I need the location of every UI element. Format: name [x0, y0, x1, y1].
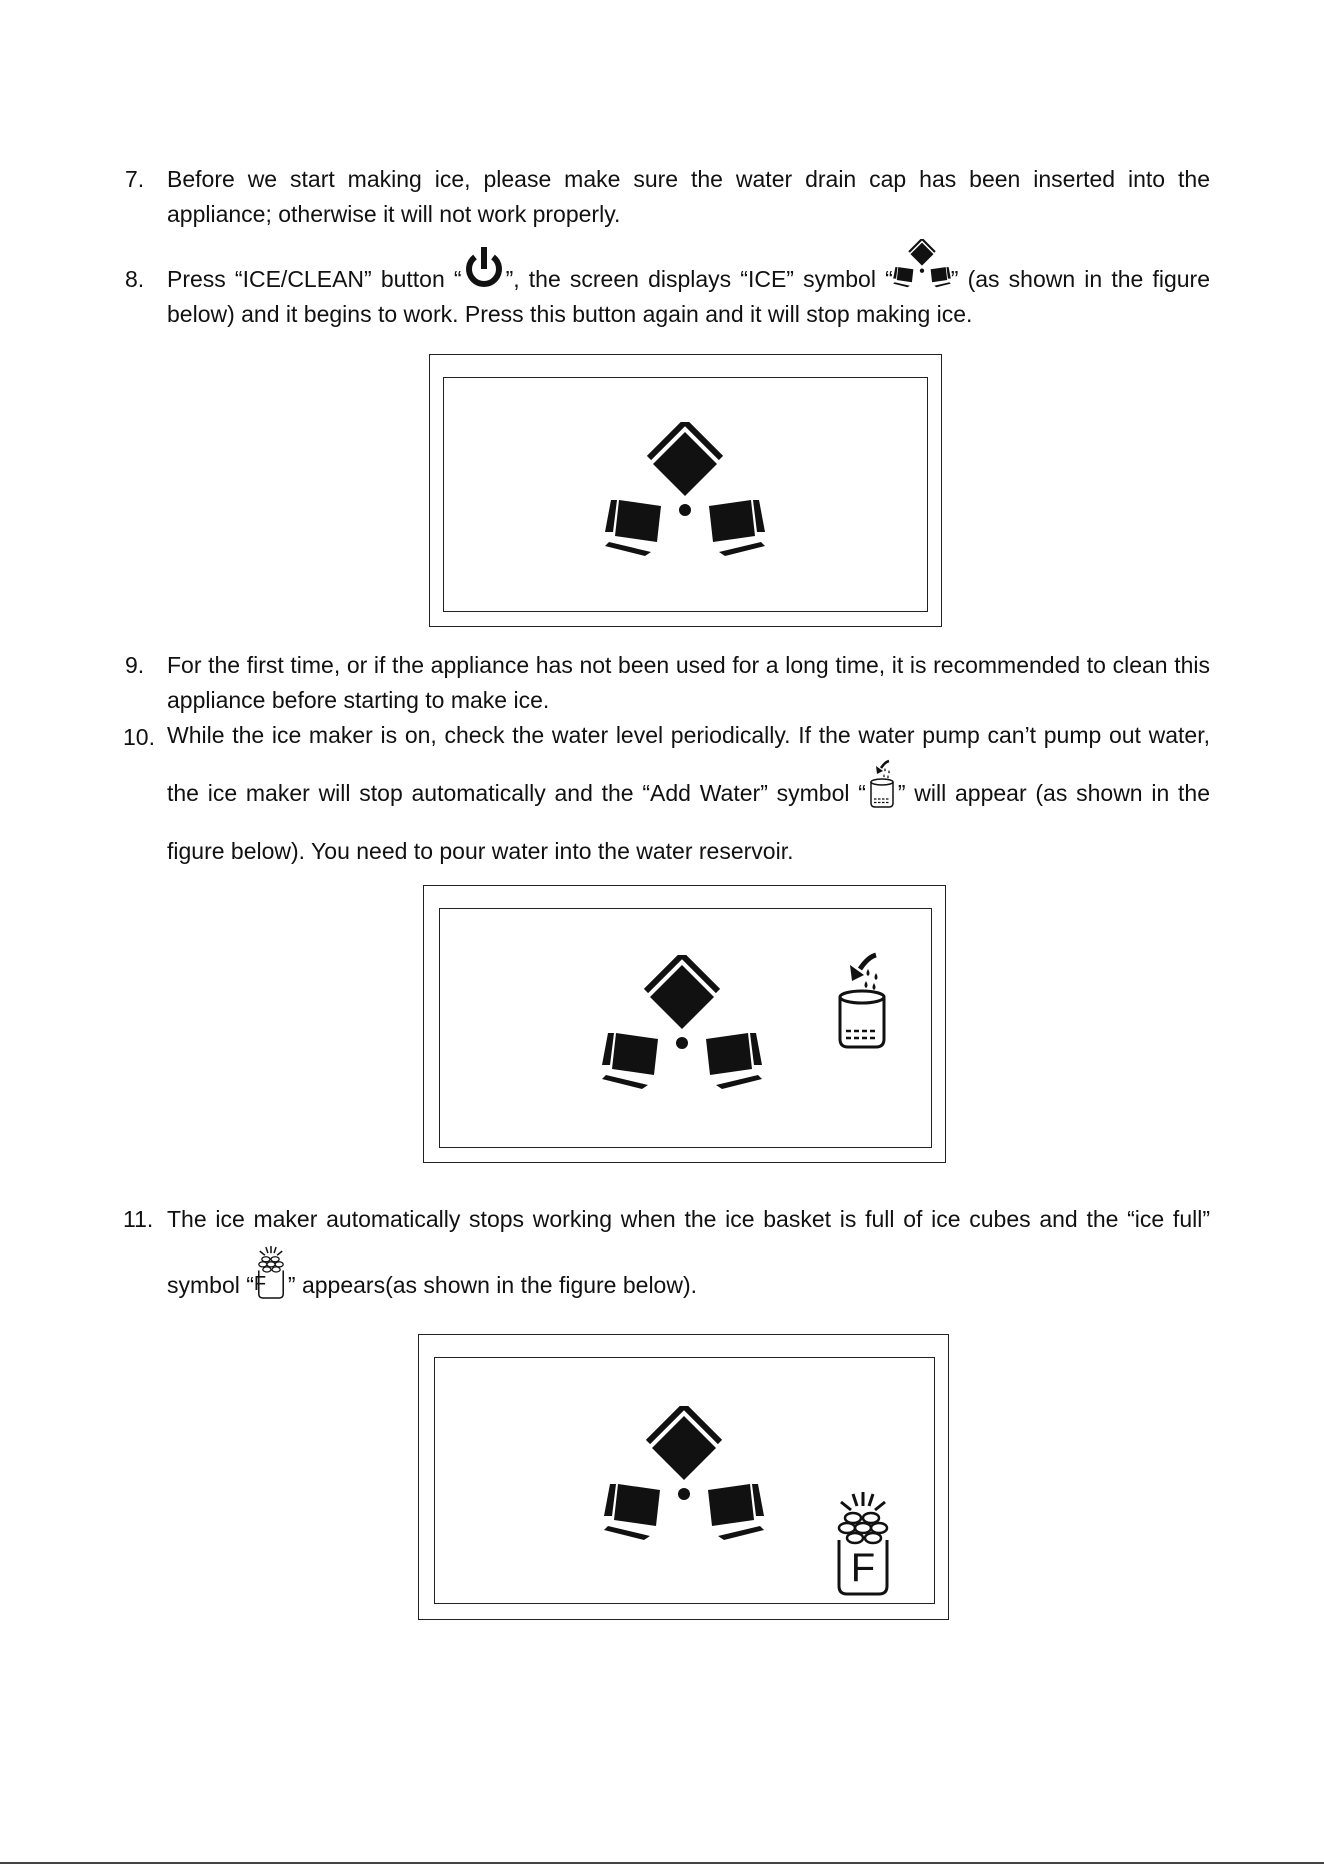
step-number: 11. [123, 1206, 154, 1232]
footer-rule [0, 1862, 1324, 1864]
ice-icon [893, 239, 951, 293]
add-water-icon [866, 759, 898, 809]
power-icon [462, 245, 506, 291]
step-text: While the ice maker is on, check the water level periodically. If the water pump can’t pump out water, the ice maker will stop automatically and the “Add Water” symbol “ ” will appear (as shown in the figure below). You need to pour water into the water reservoir. [167, 722, 1210, 864]
step-number: 9. [125, 652, 145, 678]
display-figure-add-water [423, 885, 946, 1163]
ice-full-letter: F [850, 1546, 876, 1590]
step-number: 8. [125, 266, 145, 292]
ice-full-icon [833, 1488, 893, 1598]
ice-icon [604, 1406, 764, 1556]
step-text: The ice maker automatically stops working when the ice basket is full of ice cubes and the “ice full” symbol “ F ” appears(as shown in the figure below). [167, 1206, 1210, 1298]
step-text: Before we start making ice, please make sure the water drain cap has been inserted into the appliance; otherwise it will not work properly. [167, 166, 1210, 227]
display-figure-ice-full [418, 1334, 949, 1620]
step-number: 7. [125, 166, 145, 192]
display-screen [443, 377, 928, 612]
ice-icon [602, 955, 762, 1105]
add-water-icon [832, 951, 892, 1051]
step-text: For the first time, or if the appliance has not been used for a long time, it is recommended to clean this appliance before starting to make ice. [167, 652, 1210, 713]
display-figure-ice [429, 354, 942, 627]
step-text: Press “ICE/CLEAN” button “ ”, the screen displays “ICE” symbol “ ” (as shown in the figure below) and it begins to work. Press this button again and it will stop making ice. [167, 262, 1210, 332]
step-number: 10. [123, 724, 155, 750]
display-screen [434, 1357, 935, 1604]
ice-icon [605, 422, 765, 572]
display-screen [439, 908, 932, 1148]
ice-full-icon: F [254, 1244, 288, 1300]
